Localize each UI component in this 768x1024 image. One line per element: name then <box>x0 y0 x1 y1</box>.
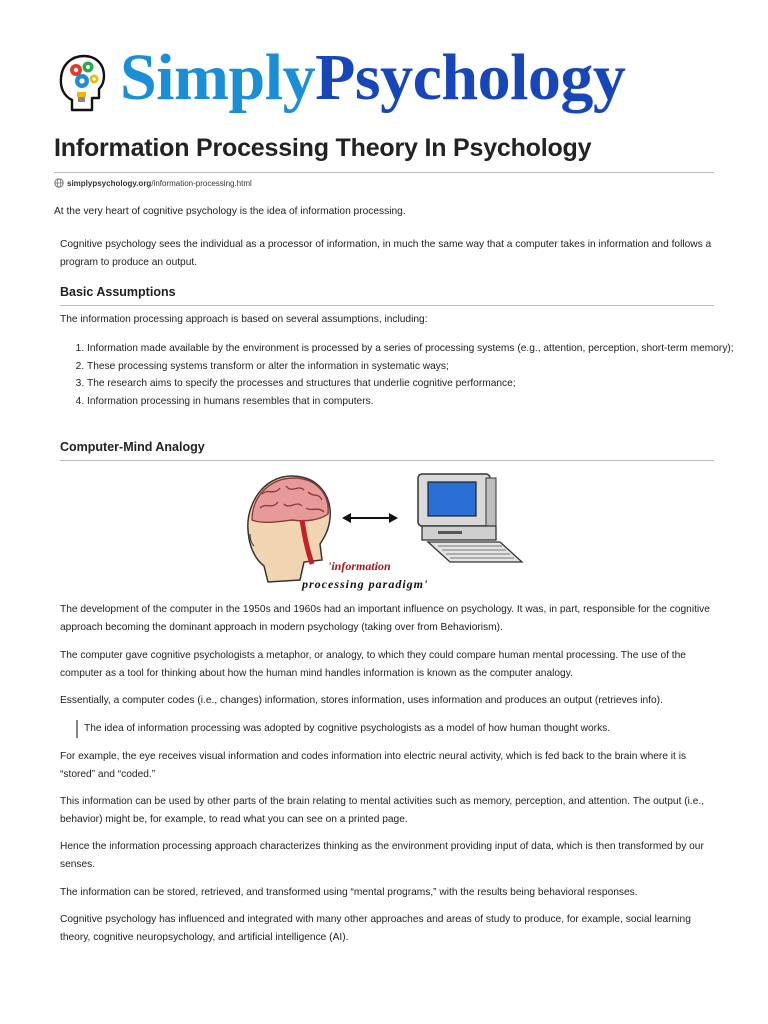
assumptions-lead: The information processing approach is based on several assumptions, including: <box>60 314 428 325</box>
brain-gears-head-icon <box>58 52 108 114</box>
section-divider <box>60 305 714 306</box>
site-logo[interactable] <box>58 41 718 128</box>
assumptions-list <box>60 340 742 410</box>
list-item: 3. The research aims to specify the processes and structures that underlie cognitive performance; <box>87 375 742 393</box>
section-heading-basic-assumptions: Basic Assumptions <box>60 285 176 299</box>
section-divider <box>60 460 714 461</box>
body-paragraph-mental-programs: The information can be stored, retrieved, and transformed using “mental programs,” with the results being behavioral responses. <box>60 887 638 898</box>
analogy-paragraph-3: Essentially, a computer codes (i.e., changes) information, stores information, uses information and produces an output (retrieves info). <box>60 695 663 706</box>
body-paragraph-eye: For example, the eye receives visual information and codes information into electric neural activity, which is fed back to the brain where it is “stored” and “coded.” <box>60 751 687 780</box>
figure-caption-line2: processing paradigm' <box>302 577 429 591</box>
analogy-paragraph-2: The computer gave cognitive psychologists a metaphor, or analogy, to which they could compare human mental processing. The use of the computer as a tool for thinking about how the human mind handles information is known as the computer analogy. <box>60 650 686 679</box>
paragraph-1: Cognitive psychology sees the individual as a processor of information, in much the same way that a computer takes in information and follows a program to produce an output. <box>60 239 712 268</box>
url-path[interactable]: /information-processing.html <box>151 178 252 188</box>
body-paragraph-integration: Cognitive psychology has influenced and integrated with many other approaches and areas of study to produce, for example, social learning theory, cognitive neuropsychology, and artificial intelligence (AI). <box>60 914 691 943</box>
double-arrow-icon <box>342 513 398 523</box>
analogy-paragraph-1: The development of the computer in the 1950s and 1960s had an important influence on psychology. It was, in part, responsible for the cognitive approach becoming the dominant approach in modern psychology (taking over from Behaviorism). <box>60 604 710 633</box>
human-head-brain-illustration <box>248 476 330 582</box>
computer-mind-analogy-figure <box>238 470 528 592</box>
list-item: 4. Information processing in humans resembles that in computers. <box>87 393 742 411</box>
logo-wordmark <box>120 42 625 115</box>
body-paragraph-characterizes: Hence the information processing approach characterizes thinking as the environment providing input of data, which is then transformed by our senses. <box>60 841 704 870</box>
blockquote: The idea of information processing was adopted by cognitive psychologists as a model of how human thought works. <box>76 720 610 738</box>
logo-psychology: Psychology <box>315 41 626 114</box>
section-heading-computer-mind-analogy: Computer-Mind Analogy <box>60 440 205 454</box>
title-divider <box>54 172 714 173</box>
url-domain[interactable]: simplypsychology.org <box>67 178 152 188</box>
source-url[interactable] <box>54 176 252 190</box>
list-item: 1. Information made available by the environment is processed by a series of processing systems (e.g., attention, perception, short-term memory); <box>87 340 742 358</box>
figure-caption-line1: 'information <box>328 559 391 573</box>
computer-illustration <box>418 474 522 562</box>
page-title: Information Processing Theory In Psychology <box>54 134 592 162</box>
globe-icon <box>54 178 64 188</box>
list-item: 2. These processing systems transform or alter the information in systematic ways; <box>87 358 742 376</box>
body-paragraph-output: This information can be used by other parts of the brain relating to mental activities such as memory, perception, and attention. The output (i.e., behavior) might be, for example, to read what you can see on a printed page. <box>60 796 705 825</box>
logo-simply: Simply <box>120 41 316 114</box>
intro-paragraph: At the very heart of cognitive psychology is the idea of information processing. <box>54 206 406 217</box>
